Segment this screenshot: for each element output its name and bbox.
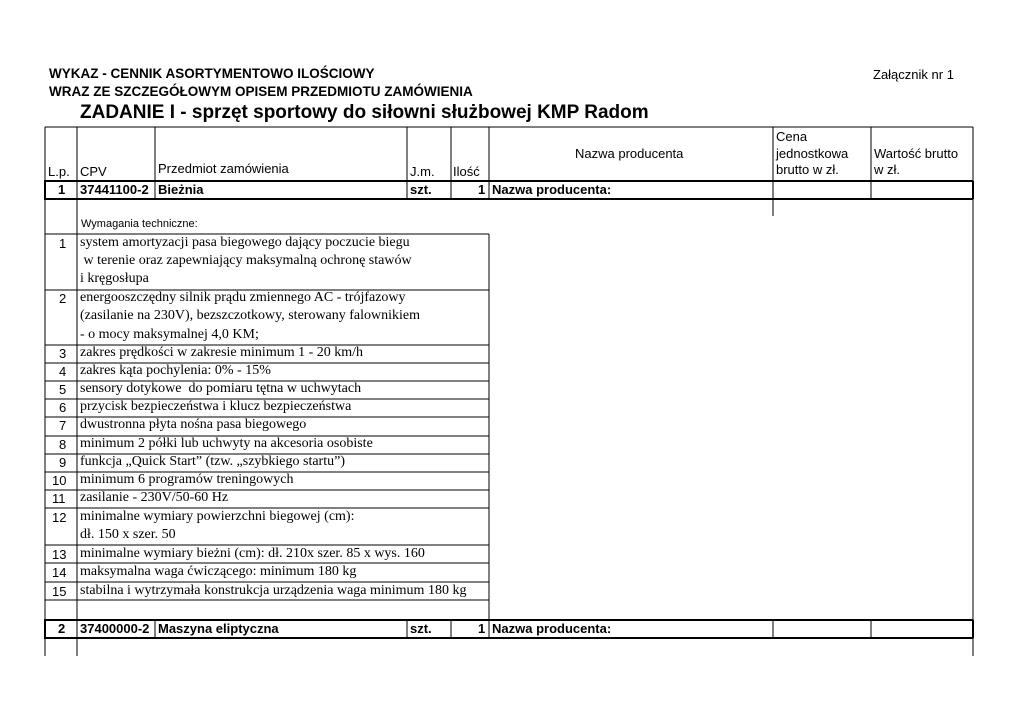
requirements-label: Wymagania techniczne:	[81, 218, 198, 230]
req-text-line: sensory dotykowe do pomiaru tętna w uchwytach	[80, 381, 362, 396]
req-number: 14	[52, 565, 67, 580]
req-number: 5	[59, 382, 67, 397]
col-header-cpv: CPV	[80, 164, 107, 179]
col-header-lp: L.p.	[48, 164, 70, 179]
req-text-line: maksymalna waga ćwiczącego: minimum 180 kg	[80, 564, 357, 579]
req-number: 4	[59, 364, 67, 379]
col-header-value-l1: Wartość brutto	[874, 146, 959, 161]
req-text-line: i kręgosłupa	[80, 271, 149, 286]
req-number: 12	[52, 510, 67, 525]
req-text-line: zasilanie - 230V/50-60 Hz	[80, 490, 229, 505]
item-unit: szt.	[410, 621, 432, 636]
req-text-line: - o mocy maksymalnej 4,0 KM;	[80, 327, 259, 342]
col-header-producer: Nazwa producenta	[575, 146, 684, 161]
item-producer: Nazwa producenta:	[492, 621, 612, 636]
req-text-line: system amortyzacji pasa biegowego dający poczucie biegu	[80, 235, 410, 250]
col-header-qty: Ilość	[453, 164, 480, 179]
req-text-line: zakres kąta pochylenia: 0% - 15%	[80, 363, 271, 378]
item-lp: 2	[58, 621, 66, 636]
doc-header-line2: WRAZ ZE SZCZEGÓŁOWYM OPISEM PRZEDMIOTU ZAMÓWIENIA	[49, 84, 473, 99]
item-name: Bieżnia	[158, 182, 204, 197]
annex-label: Załącznik nr 1	[873, 67, 954, 82]
col-header-item: Przedmiot zamówienia	[158, 161, 289, 176]
req-number: 15	[52, 584, 67, 599]
req-text-line: minimalne wymiary powierzchni biegowej (cm):	[80, 509, 355, 524]
req-number: 7	[59, 418, 67, 433]
col-header-price-l2: jednostkowa	[776, 146, 849, 161]
req-number: 13	[52, 547, 67, 562]
req-text-line: dł. 150 x szer. 50	[80, 527, 176, 542]
req-text-line: (zasilanie na 230V), bezszczotkowy, sterowany falownikiem	[80, 308, 421, 323]
req-number: 6	[59, 400, 67, 415]
req-number: 8	[59, 437, 67, 452]
col-header-value-l2: w zł.	[874, 162, 900, 177]
item-lp: 1	[58, 182, 66, 197]
req-text-line: minimum 6 programów treningowych	[80, 472, 294, 487]
req-number: 3	[59, 346, 67, 361]
req-text-line: stabilna i wytrzymała konstrukcja urządzenia waga minimum 180 kg	[80, 583, 467, 598]
page-title: ZADANIE I - sprzęt sportowy do siłowni służbowej KMP Radom	[80, 102, 649, 123]
req-text-line: przycisk bezpieczeństwa i klucz bezpieczeństwa	[80, 399, 352, 414]
req-number: 2	[59, 291, 67, 306]
req-text-line: energooszczędny silnik prądu zmiennego AC - trójfazowy	[80, 290, 406, 305]
item-name: Maszyna eliptyczna	[158, 621, 279, 636]
req-number: 1	[59, 236, 67, 251]
req-text-line: w terenie oraz zapewniający maksymalną ochronę stawów	[80, 253, 412, 268]
item-qty: 1	[478, 182, 486, 197]
req-number: 10	[52, 473, 67, 488]
col-header-price-l3: brutto w zł.	[776, 162, 839, 177]
doc-header-line1: WYKAZ - CENNIK ASORTYMENTOWO ILOŚCIOWY	[49, 66, 375, 81]
req-text-line: funkcja „Quick Start” (tzw. „szybkiego startu”)	[80, 454, 345, 469]
req-text-line: dwustronna płyta nośna pasa biegowego	[80, 417, 307, 432]
item-producer: Nazwa producenta:	[492, 182, 612, 197]
col-header-price-l1: Cena	[776, 129, 808, 144]
req-text-line: minimalne wymiary bieżni (cm): dł. 210x szer. 85 x wys. 160	[80, 546, 425, 561]
item-qty: 1	[478, 621, 486, 636]
req-number: 11	[52, 491, 66, 506]
req-number: 9	[59, 455, 67, 470]
req-text-line: zakres prędkości w zakresie minimum 1 - 20 km/h	[80, 345, 364, 360]
col-header-unit: J.m.	[410, 164, 435, 179]
item-unit: szt.	[410, 182, 432, 197]
item-cpv: 37441100-2	[80, 182, 149, 197]
req-text-line: minimum 2 półki lub uchwyty na akcesoria osobiste	[80, 436, 373, 451]
item-cpv: 37400000-2	[80, 621, 150, 636]
